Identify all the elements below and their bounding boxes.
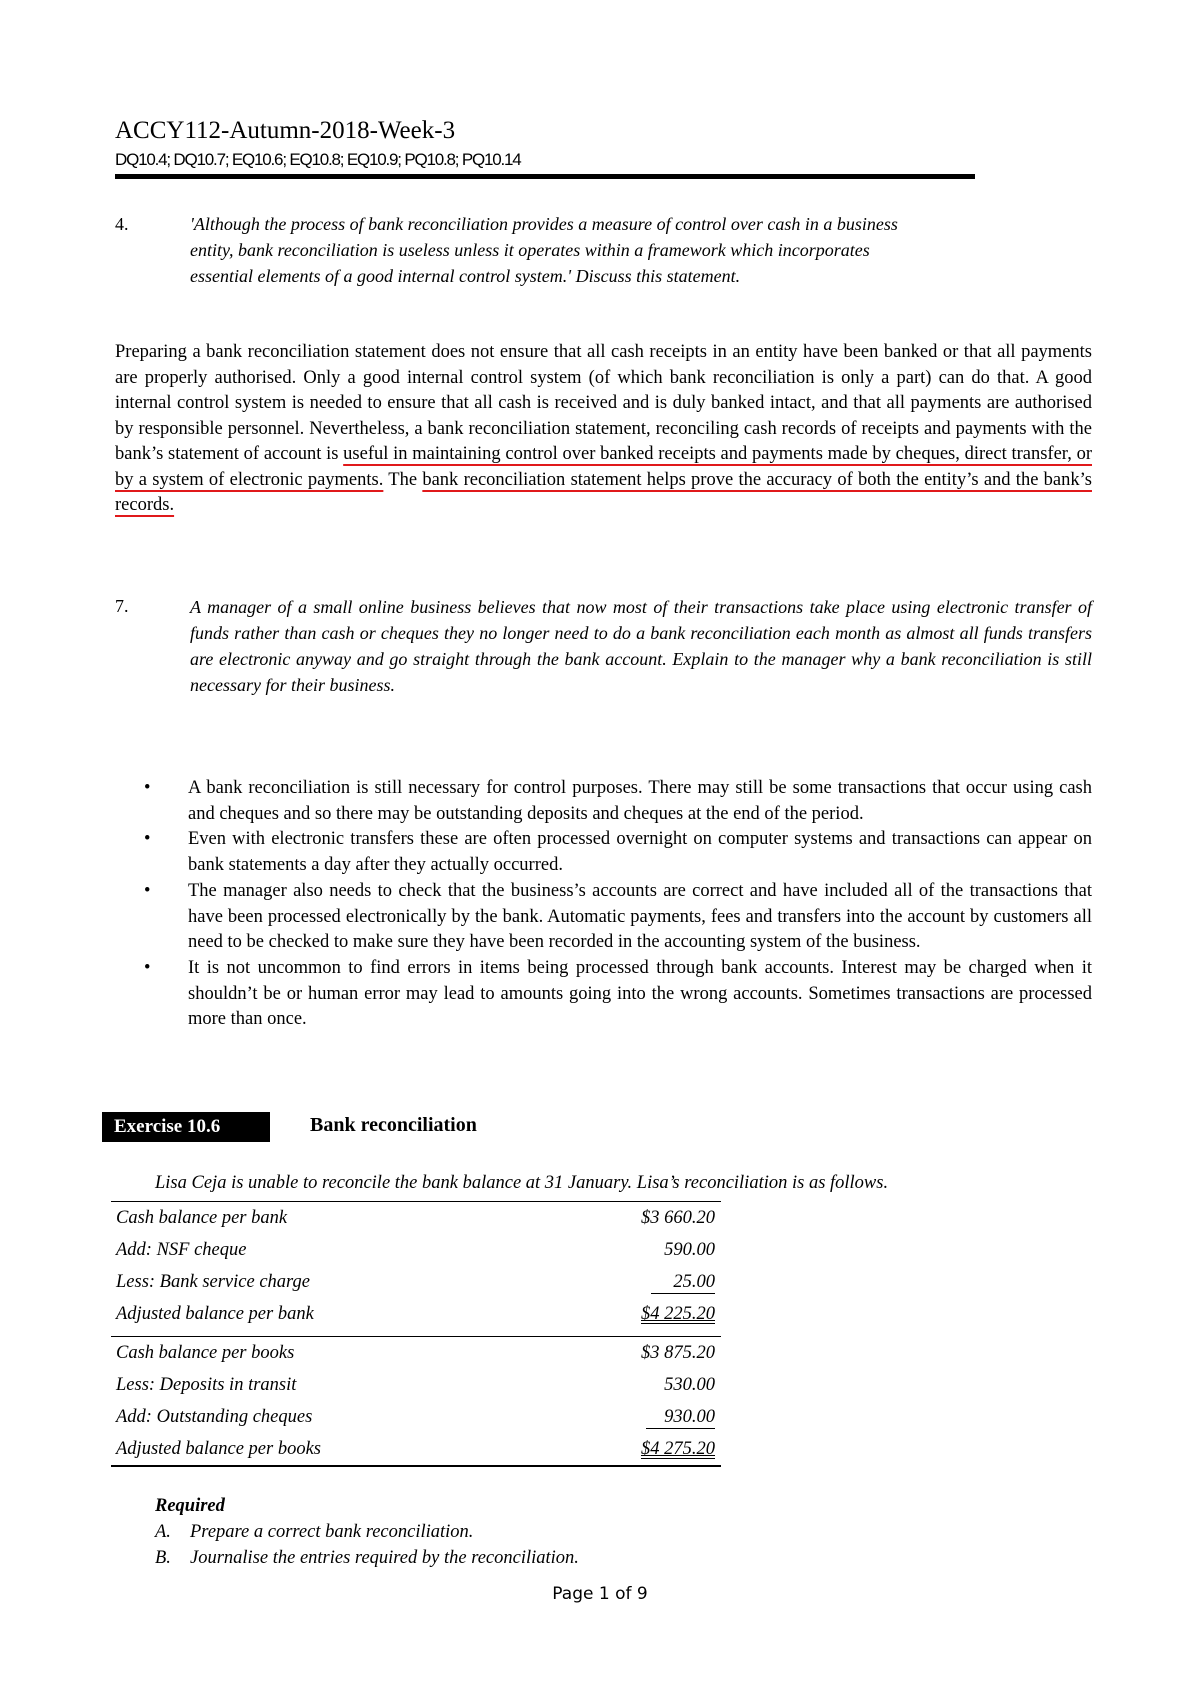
- row-label: Cash balance per bank: [116, 1208, 288, 1228]
- list-item: • Even with electronic transfers these are often processed overnight on computer systems and transactions can appear on bank statements a day after they actually occurred.: [140, 827, 1092, 878]
- answer-underlined-text: bank reconciliation statement helps prove the accuracy of both the entity’s and the bank’s records.: [115, 469, 1092, 515]
- exercise-title: Bank reconciliation: [310, 1114, 477, 1136]
- table-row: [111, 1201, 721, 1234]
- list-item: • A bank reconciliation is still necessary for control purposes. There may still be some transactions that occur using cash and cheques and so there may be outstanding deposits and cheques at the end of the period.: [140, 776, 1092, 827]
- question-7-number: 7.: [115, 596, 129, 616]
- row-label: Less: Deposits in transit: [116, 1375, 297, 1395]
- row-amount: 25.00: [651, 1271, 715, 1294]
- question-4-line: essential elements of a good internal control system.' Discuss this statement.: [190, 266, 741, 286]
- answer-underlined-text: useful in maintaining control over banked receipts and payments made by cheques, direct transfer, or by a system of electronic payments.: [115, 444, 1092, 490]
- page-number: Page 1 of 9: [552, 1584, 648, 1604]
- row-amount: $4 225.20: [641, 1304, 715, 1324]
- row-amount: $4 275.20: [641, 1439, 715, 1459]
- list-item: • It is not uncommon to find errors in items being processed through bank accounts. Interest may be charged when it shouldn’t be or human error may lead to amounts going into the wrong accounts. Sometimes transactions are processed more than once.: [140, 956, 1092, 1033]
- question-list: DQ10.4; DQ10.7; EQ10.6; EQ10.8; EQ10.9; PQ10.8; PQ10.14: [115, 150, 521, 169]
- row-amount: 590.00: [664, 1240, 715, 1260]
- table-row: [111, 1433, 721, 1467]
- question-7-text: A manager of a small online business believes that now most of their transactions take place using electronic transfer of funds rather than cash or cheques they no longer need to do a bank reconciliation each month as almost all funds transfers are electronic anyway and go straight through the bank account. Explain to the manager why a bank reconciliation is still necessary for their business.: [190, 597, 1092, 695]
- row-label: Cash balance per books: [116, 1343, 295, 1363]
- table-row: [111, 1369, 721, 1401]
- answer-text: The: [383, 469, 423, 490]
- question-4-line: entity, bank reconciliation is useless unless it operates within a framework which incorporates: [190, 240, 870, 260]
- exercise-intro: Lisa Ceja is unable to reconcile the bank balance at 31 January. Lisa’s reconciliation is as follows.: [155, 1173, 889, 1193]
- required-heading: Required: [155, 1496, 225, 1516]
- row-amount: 930.00: [646, 1406, 715, 1429]
- question-4-answer: [115, 340, 1092, 519]
- row-label: Add: NSF cheque: [116, 1240, 247, 1260]
- row-label: Adjusted balance per bank: [116, 1304, 314, 1324]
- answer-text: Preparing a bank reconciliation statement does not ensure that all cash receipts in an entity have been banked or that all payments are properly authorised. Only a good internal control system (of which bank reconciliation is only a part) can do that. A good internal control system is needed to ensure that all cash is received and is duly banked intact, and that all payments are authorised by responsible personnel. Nevertheless, a bank reconciliation statement, reconciling cash records of receipts and payments with the bank’s statement of account is: [115, 342, 1092, 464]
- exercise-label: Exercise 10.6: [102, 1112, 270, 1142]
- row-label: Adjusted balance per books: [116, 1439, 321, 1459]
- table-row: [111, 1266, 721, 1298]
- document-title: ACCY112-Autumn-2018-Week-3: [115, 117, 456, 144]
- table-row: [111, 1298, 721, 1330]
- item-letter: B.: [155, 1548, 171, 1568]
- item-text: Prepare a correct bank reconciliation.: [190, 1522, 474, 1542]
- list-item: • The manager also needs to check that the business’s accounts are correct and have included all of the transactions that have been processed electronically by the bank. Automatic payments, fees and transfers into the account by customers all need to be checked to make sure they have been recorded in the accounting system of the business.: [140, 879, 1092, 956]
- item-letter: A.: [155, 1522, 171, 1542]
- question-4-text: [190, 211, 1090, 289]
- required-item: [155, 1545, 579, 1571]
- table-row: [111, 1336, 721, 1369]
- row-label: Add: Outstanding cheques: [116, 1407, 313, 1427]
- question-4-number: 4.: [115, 214, 129, 234]
- table-row: [111, 1401, 721, 1433]
- row-amount: $3 875.20: [641, 1343, 715, 1363]
- row-label: Less: Bank service charge: [116, 1272, 311, 1292]
- reconciliation-table: [111, 1201, 721, 1467]
- header-divider: [115, 174, 975, 179]
- required-section: [155, 1493, 579, 1571]
- row-amount: 530.00: [664, 1375, 715, 1395]
- question-4-line: 'Although the process of bank reconciliation provides a measure of control over cash in a business: [190, 214, 898, 234]
- question-7-answer-list: [140, 776, 1092, 1033]
- row-amount: $3 660.20: [641, 1208, 715, 1228]
- table-row: [111, 1234, 721, 1266]
- item-text: Journalise the entries required by the reconciliation.: [190, 1548, 579, 1568]
- required-item: [155, 1519, 579, 1545]
